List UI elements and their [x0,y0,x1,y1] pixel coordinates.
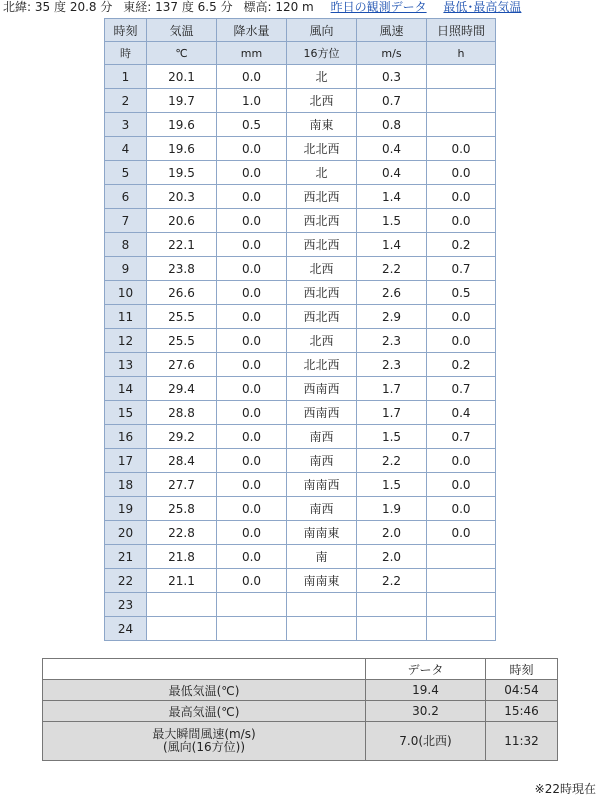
cell-wind-speed: 2.6 [357,281,427,305]
cell-sunshine: 0.0 [427,521,496,545]
table-row [105,113,496,137]
cell-temperature: 20.1 [147,65,217,89]
cell-wind-direction: 南南東 [287,521,357,545]
min-temp-value: 19.4 [366,680,486,701]
max-gust-time: 11:32 [486,722,558,761]
cell-precipitation: 0.0 [217,473,287,497]
cell-precipitation: 0.0 [217,161,287,185]
summary-row-min-temp [43,680,558,701]
cell-temperature: 19.6 [147,137,217,161]
max-gust-label [43,722,366,761]
cell-precipitation: 0.0 [217,521,287,545]
table-row [105,305,496,329]
cell-precipitation: 0.0 [217,329,287,353]
table-row [105,569,496,593]
cell-precipitation: 0.0 [217,257,287,281]
table-row [105,209,496,233]
cell-wind-speed [357,617,427,641]
cell-precipitation: 0.0 [217,569,287,593]
cell-wind-speed: 2.2 [357,257,427,281]
cell-hour: 7 [105,209,147,233]
cell-precipitation: 0.0 [217,353,287,377]
cell-wind-direction [287,617,357,641]
table-row [105,353,496,377]
longitude-minutes: 6.5 [197,0,217,14]
cell-hour: 10 [105,281,147,305]
update-note: ※22時現在 [534,782,596,796]
cell-wind-direction: 南 [287,545,357,569]
cell-temperature: 27.6 [147,353,217,377]
cell-temperature: 28.8 [147,401,217,425]
summary-header-time: 時刻 [486,659,558,680]
latitude-degree-unit: 度 [53,0,66,14]
longitude-label: 東経: [123,0,152,14]
unit-sunshine: h [427,42,496,65]
cell-sunshine: 0.7 [427,257,496,281]
cell-wind-direction: 南東 [287,113,357,137]
cell-wind-speed: 0.8 [357,113,427,137]
table-row [105,257,496,281]
cell-wind-direction: 北西 [287,257,357,281]
cell-temperature: 25.5 [147,305,217,329]
unit-row [105,42,496,65]
table-row [105,401,496,425]
unit-precipitation: mm [217,42,287,65]
table-row [105,473,496,497]
table-row [105,329,496,353]
cell-sunshine: 0.7 [427,377,496,401]
cell-sunshine: 0.2 [427,353,496,377]
cell-precipitation: 0.0 [217,65,287,89]
cell-hour: 1 [105,65,147,89]
cell-sunshine [427,593,496,617]
cell-hour: 6 [105,185,147,209]
cell-hour: 5 [105,161,147,185]
table-row [105,89,496,113]
cell-sunshine: 0.2 [427,233,496,257]
cell-hour: 11 [105,305,147,329]
table-row [105,137,496,161]
table-row [105,281,496,305]
cell-wind-speed: 1.9 [357,497,427,521]
cell-wind-speed: 0.4 [357,161,427,185]
cell-sunshine [427,617,496,641]
cell-wind-direction [287,593,357,617]
table-row [105,425,496,449]
summary-header-row [43,659,558,680]
cell-hour: 17 [105,449,147,473]
cell-wind-speed: 2.3 [357,353,427,377]
cell-wind-speed: 2.0 [357,545,427,569]
header-precipitation: 降水量 [217,19,287,42]
cell-wind-direction: 南西 [287,449,357,473]
cell-wind-direction: 西北西 [287,209,357,233]
cell-precipitation: 0.0 [217,401,287,425]
min-temp-time: 04:54 [486,680,558,701]
cell-sunshine [427,113,496,137]
cell-wind-speed: 1.7 [357,401,427,425]
cell-sunshine: 0.0 [427,449,496,473]
cell-sunshine: 0.5 [427,281,496,305]
cell-hour: 3 [105,113,147,137]
latitude-minute-unit: 分 [100,0,113,14]
cell-hour: 20 [105,521,147,545]
header-row [105,19,496,42]
cell-precipitation: 0.0 [217,281,287,305]
cell-wind-direction: 西南西 [287,401,357,425]
cell-wind-speed: 1.7 [357,377,427,401]
cell-precipitation: 0.0 [217,425,287,449]
cell-wind-direction: 北西 [287,89,357,113]
cell-hour: 16 [105,425,147,449]
location-bar [3,0,521,16]
table-row [105,521,496,545]
cell-sunshine [427,89,496,113]
cell-precipitation: 0.0 [217,305,287,329]
cell-wind-speed: 2.2 [357,569,427,593]
cell-hour: 12 [105,329,147,353]
max-gust-value: 7.0(北西) [366,722,486,761]
cell-wind-direction: 南南西 [287,473,357,497]
summary-row-max-temp [43,701,558,722]
cell-temperature: 25.8 [147,497,217,521]
cell-temperature: 21.8 [147,545,217,569]
cell-wind-direction: 南西 [287,425,357,449]
cell-hour: 13 [105,353,147,377]
summary-header-data: データ [366,659,486,680]
min-max-temperature-link[interactable]: 最低･最高気温 [443,0,522,14]
table-row [105,65,496,89]
table-row [105,449,496,473]
cell-sunshine: 0.0 [427,161,496,185]
cell-temperature: 23.8 [147,257,217,281]
cell-temperature: 25.5 [147,329,217,353]
cell-precipitation [217,617,287,641]
cell-hour: 24 [105,617,147,641]
table-row [105,161,496,185]
cell-wind-direction: 南南東 [287,569,357,593]
unit-wind-direction: 16方位 [287,42,357,65]
latitude-degrees: 35 [34,0,51,14]
cell-hour: 14 [105,377,147,401]
cell-hour: 22 [105,569,147,593]
cell-temperature: 29.4 [147,377,217,401]
cell-wind-speed [357,593,427,617]
summary-header-blank [43,659,366,680]
cell-sunshine: 0.0 [427,137,496,161]
cell-wind-speed: 0.7 [357,89,427,113]
cell-temperature: 20.6 [147,209,217,233]
cell-temperature: 19.7 [147,89,217,113]
longitude-degree-unit: 度 [181,0,194,14]
cell-temperature: 20.3 [147,185,217,209]
cell-wind-speed: 2.0 [357,521,427,545]
cell-temperature: 21.1 [147,569,217,593]
max-gust-label-line1: 最大瞬間風速(m/s) [152,727,256,741]
cell-sunshine [427,545,496,569]
summary-row-max-gust [43,722,558,761]
cell-precipitation: 0.0 [217,449,287,473]
cell-sunshine: 0.0 [427,473,496,497]
cell-precipitation: 0.0 [217,185,287,209]
cell-wind-speed: 1.4 [357,233,427,257]
table-row [105,497,496,521]
cell-temperature: 19.6 [147,113,217,137]
cell-precipitation: 0.0 [217,545,287,569]
cell-sunshine: 0.7 [427,425,496,449]
hourly-table-body [105,65,496,641]
header-sunshine: 日照時間 [427,19,496,42]
altitude-value: 120 m [275,0,314,14]
cell-sunshine: 0.0 [427,329,496,353]
header-temperature: 気温 [147,19,217,42]
cell-temperature: 28.4 [147,449,217,473]
cell-wind-direction: 北北西 [287,353,357,377]
cell-precipitation: 1.0 [217,89,287,113]
cell-precipitation [217,593,287,617]
cell-hour: 23 [105,593,147,617]
cell-hour: 9 [105,257,147,281]
cell-wind-direction: 西北西 [287,281,357,305]
max-gust-label-line2: (風向(16方位)) [163,740,245,754]
latitude-minutes: 20.8 [69,0,97,14]
cell-precipitation: 0.0 [217,209,287,233]
daily-summary-table [42,658,558,761]
latitude-label: 北緯: [3,0,32,14]
cell-wind-direction: 北西 [287,329,357,353]
cell-temperature: 26.6 [147,281,217,305]
yesterday-data-link[interactable]: 昨日の観測データ [330,0,427,14]
cell-temperature [147,593,217,617]
cell-sunshine: 0.0 [427,185,496,209]
cell-hour: 4 [105,137,147,161]
cell-wind-direction: 北 [287,161,357,185]
cell-hour: 21 [105,545,147,569]
cell-wind-speed: 2.9 [357,305,427,329]
cell-hour: 19 [105,497,147,521]
table-row [105,377,496,401]
cell-temperature [147,617,217,641]
cell-wind-direction: 南西 [287,497,357,521]
cell-temperature: 27.7 [147,473,217,497]
table-row [105,233,496,257]
cell-temperature: 22.8 [147,521,217,545]
cell-temperature: 19.5 [147,161,217,185]
unit-wind-speed: m/s [357,42,427,65]
cell-wind-speed: 0.4 [357,137,427,161]
cell-wind-direction: 北北西 [287,137,357,161]
cell-precipitation: 0.5 [217,113,287,137]
cell-wind-direction: 西北西 [287,233,357,257]
cell-precipitation: 0.0 [217,377,287,401]
longitude-degrees: 137 [155,0,178,14]
cell-wind-speed: 0.3 [357,65,427,89]
cell-wind-direction: 北 [287,65,357,89]
cell-hour: 8 [105,233,147,257]
cell-temperature: 29.2 [147,425,217,449]
cell-wind-direction: 西北西 [287,185,357,209]
min-temp-label: 最低気温(℃) [43,680,366,701]
max-temp-time: 15:46 [486,701,558,722]
cell-wind-speed: 2.2 [357,449,427,473]
cell-precipitation: 0.0 [217,497,287,521]
table-row [105,185,496,209]
cell-sunshine [427,569,496,593]
cell-hour: 18 [105,473,147,497]
cell-wind-speed: 2.3 [357,329,427,353]
cell-sunshine: 0.0 [427,209,496,233]
cell-wind-speed: 1.5 [357,473,427,497]
longitude-minute-unit: 分 [220,0,233,14]
cell-wind-speed: 1.4 [357,185,427,209]
unit-time: 時 [105,42,147,65]
cell-sunshine [427,65,496,89]
cell-wind-speed: 1.5 [357,209,427,233]
cell-sunshine: 0.0 [427,497,496,521]
table-row [105,545,496,569]
cell-precipitation: 0.0 [217,233,287,257]
altitude-label: 標高: [243,0,272,14]
cell-wind-direction: 西南西 [287,377,357,401]
max-temp-label: 最高気温(℃) [43,701,366,722]
header-wind-direction: 風向 [287,19,357,42]
cell-wind-speed: 1.5 [357,425,427,449]
cell-hour: 2 [105,89,147,113]
header-time: 時刻 [105,19,147,42]
hourly-observation-table [104,18,496,641]
cell-precipitation: 0.0 [217,137,287,161]
cell-sunshine: 0.4 [427,401,496,425]
table-row [105,593,496,617]
cell-wind-direction: 西北西 [287,305,357,329]
max-temp-value: 30.2 [366,701,486,722]
unit-temperature: ℃ [147,42,217,65]
header-wind-speed: 風速 [357,19,427,42]
cell-temperature: 22.1 [147,233,217,257]
table-row [105,617,496,641]
cell-sunshine: 0.0 [427,305,496,329]
cell-hour: 15 [105,401,147,425]
